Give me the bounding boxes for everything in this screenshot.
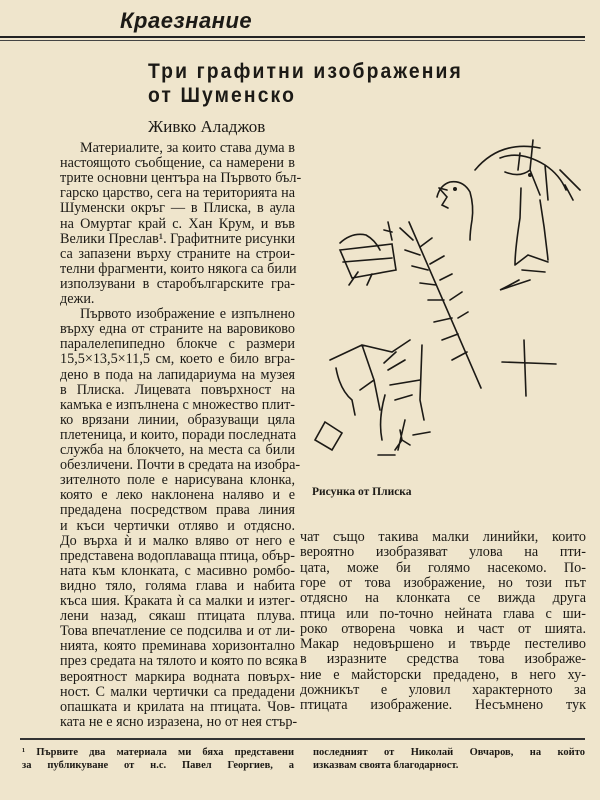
text-line: Шуменски окръг — в Плиска, в аула xyxy=(60,200,295,217)
text-line: през средата на тялото и която по всяка xyxy=(60,653,298,670)
text-line: горе от това изображение, но този път xyxy=(300,574,586,591)
text-line: лени назад, сякаш птицата плува. xyxy=(60,608,295,625)
text-line: зителното поле е нарисувана клонка, xyxy=(60,472,295,489)
text-line: опашката и крилата на птицата. Чов- xyxy=(60,698,295,715)
article-author: Живко Аладжов xyxy=(148,117,266,136)
text-line: представена водоплаваща птица, обър- xyxy=(60,547,295,564)
text-line: видно тяло, голяма глава и набита xyxy=(60,577,295,594)
text-line: роко отворена човка и част от шията. xyxy=(300,620,586,637)
text-line: телни фрагменти, които някога са били xyxy=(60,260,297,277)
text-line: ност. С малки чертички са предадени xyxy=(60,683,295,700)
text-line: настоящото съобщение, са намерени в xyxy=(60,155,295,172)
footnote-line: за публикуване от н.с. Павел Георгиев, а xyxy=(22,760,294,771)
text-line: ние е майсторски предадено, в него ху- xyxy=(300,666,586,683)
section-heading: Краезнание xyxy=(120,8,253,33)
text-line: отдясно на клонката се вижда друга xyxy=(300,590,586,607)
text-line: ката не е ясно изразена, но от нея стър- xyxy=(60,713,298,730)
text-line: върху една от страните на варовиково xyxy=(60,321,295,338)
text-line: Велики Преслав¹. Графитните рисунки xyxy=(60,230,296,247)
text-line: която е леко наклонена наляво и е xyxy=(60,487,295,504)
text-line: служба на блокчето, на места са били xyxy=(60,442,295,458)
footnote-right xyxy=(313,746,585,772)
text-line: 15,5×13,5×11,5 см, което е било вгра- xyxy=(60,351,295,368)
text-line: паралелепипедно блокче с размери xyxy=(60,336,295,353)
footnote-line: изказвам своята благодарност. xyxy=(313,760,459,771)
text-line: До върха ѝ и малко вляво от него е xyxy=(60,532,295,549)
lower-left-figure xyxy=(330,340,430,455)
text-line: Първото изображение е изпълнено xyxy=(80,306,295,323)
text-line: нията, която преминава хоризонтално xyxy=(60,638,295,655)
title-line-1: Три графитни изображения xyxy=(148,60,463,83)
text-line: дено в пода на лапидариума на музея xyxy=(60,366,295,383)
text-line: цата, може би голямо насекомо. По- xyxy=(300,559,586,576)
text-line: ко врязани линии, образуващи цяла xyxy=(60,411,295,428)
text-line: в изразните средства това изображе- xyxy=(300,651,586,668)
text-line: къса шия. Краката ѝ са малки и изтег- xyxy=(60,593,295,609)
water-bird xyxy=(340,222,396,285)
footnote-line: ¹ Първите два материала ми бяха представени xyxy=(22,747,294,758)
text-line: плетеница, и които, поради последната xyxy=(60,426,297,443)
text-line: Макар недовършено и твърде пестеливо xyxy=(300,636,586,653)
text-line: на Омуртаг край с. Хан Крум, и във xyxy=(60,215,295,232)
text-line: дежи. xyxy=(60,291,95,307)
diamond-shape xyxy=(315,422,342,450)
footnote-left xyxy=(22,746,294,772)
text-line: камъка е изпълнена с множество плит- xyxy=(60,396,295,413)
text-line: са запазени върху страните на строи- xyxy=(60,245,295,262)
text-line: Материалите, за които става дума в xyxy=(80,140,295,156)
text-line: в Плиска. Лицевата повърхност на xyxy=(60,381,295,398)
text-line: трите основни центъра на Първото бъл- xyxy=(60,170,302,187)
text-line: ната към клонката, с масивно ромбо- xyxy=(60,562,295,579)
text-line: и къси чертички отляво и отдясно. xyxy=(60,517,295,534)
text-line: предадена посредством права линия xyxy=(60,502,295,519)
text-line: Това впечатление се подсилва и от ли- xyxy=(60,623,295,640)
text-line: вероятност маркира водната повърх- xyxy=(60,668,295,685)
text-line: птица или по-точно нейната глава с ши- xyxy=(300,605,586,622)
cross-mark xyxy=(502,340,556,396)
text-line: вероятно изобразяват улова на пти- xyxy=(300,544,586,561)
text-line: използувани в старобългарските гра- xyxy=(60,275,295,292)
text-line: птицата изображение. Несъмнено тук xyxy=(300,697,586,714)
title-line-2: от Шуменско xyxy=(148,84,297,107)
footnote-line: последният от Николай Овчаров, на който xyxy=(313,747,585,758)
text-line: обезличени. Почти в средата на изобра- xyxy=(60,457,301,474)
text-line: гарско царство, сега на територията на xyxy=(60,185,295,202)
figure-caption: Рисунка от Плиска xyxy=(312,486,412,498)
footnote-rule xyxy=(20,738,585,740)
text-line: чат също такива малки линийки, които xyxy=(300,529,586,545)
text-line: дожникът е уловил характерното за xyxy=(300,682,586,698)
right-bird-figure xyxy=(475,140,580,290)
